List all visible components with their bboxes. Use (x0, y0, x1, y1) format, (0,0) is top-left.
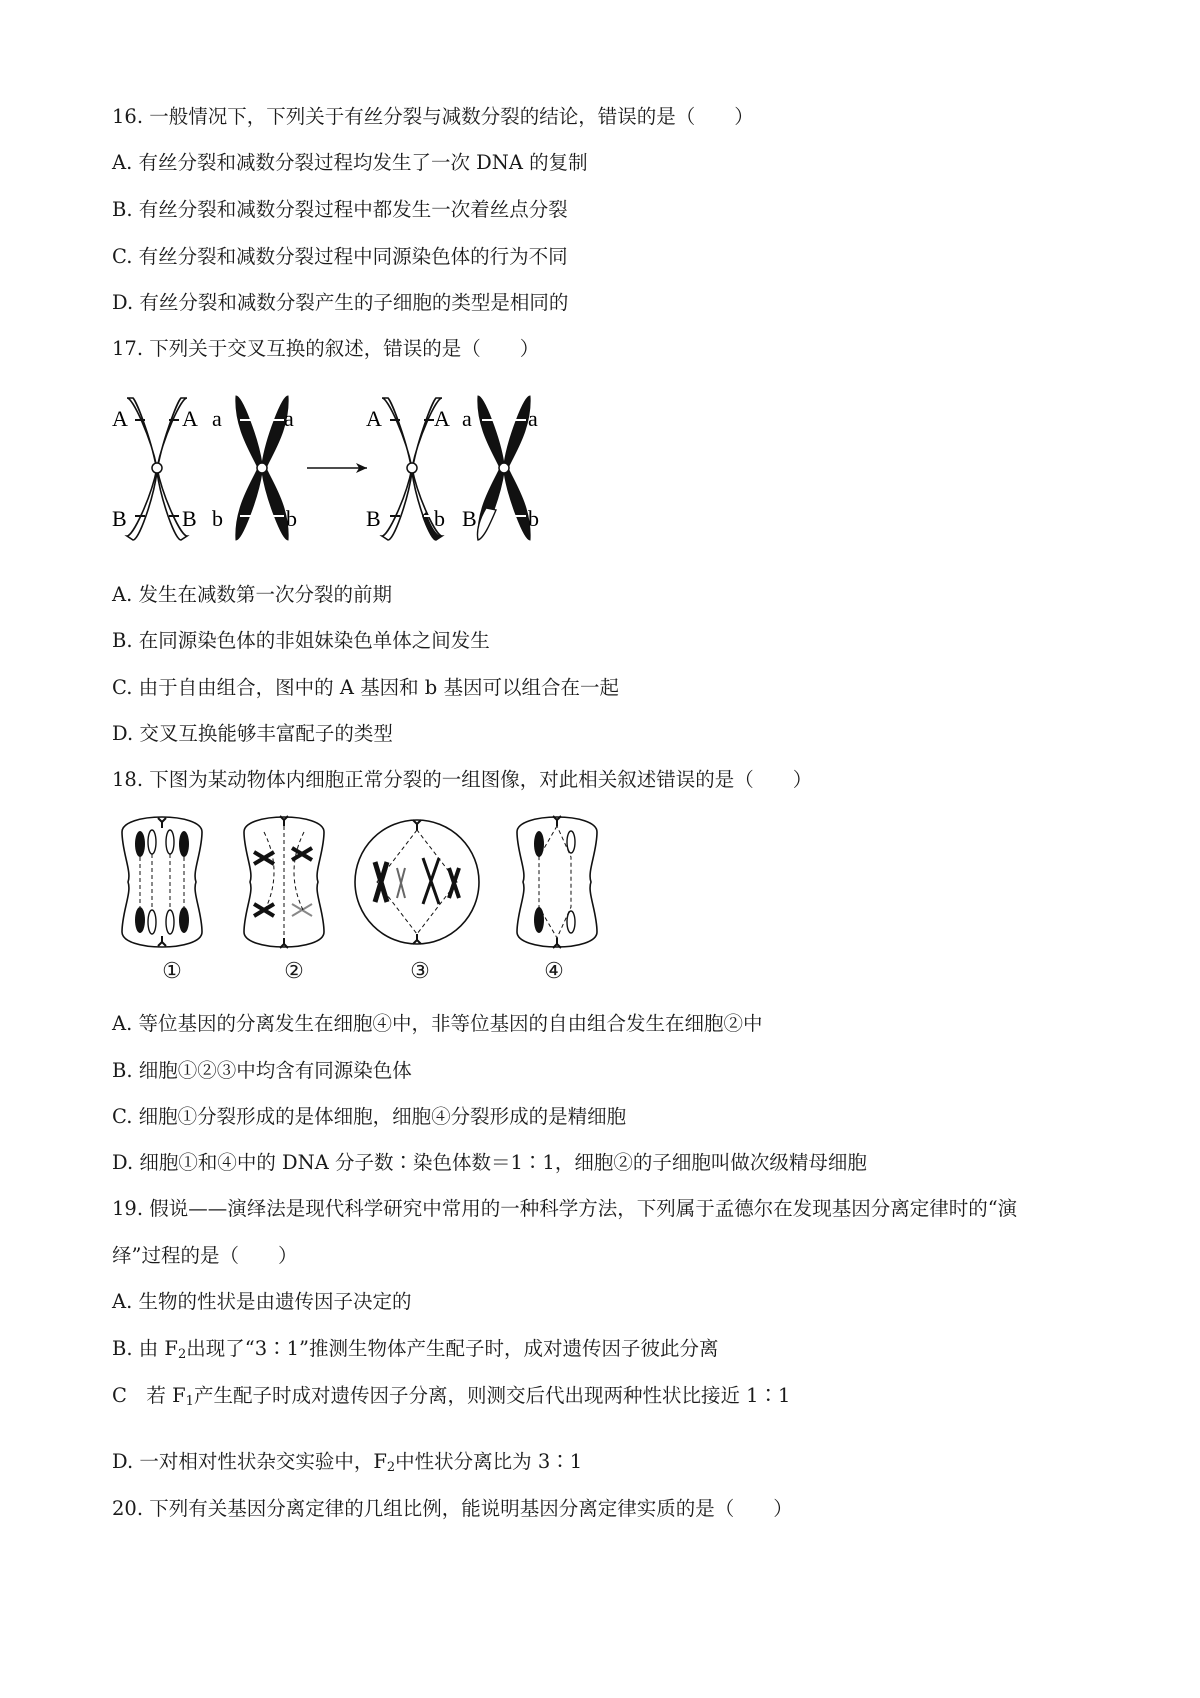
q17-stem: 17. 下列关于交叉互换的叙述，错误的是（ ） (112, 337, 540, 360)
q19-c-post: 产生配子时成对遗传因子分离，则测交后代出现两种性状比接近 1∶1 (193, 1384, 791, 1407)
q16-option-c: C. 有丝分裂和减数分裂过程中同源染色体的行为不同 (112, 245, 568, 268)
gene-a-lower-right: a (284, 406, 294, 431)
q19-d-pre: D. 一对相对性状杂交实验中，F (112, 1450, 387, 1473)
q19-stem-line-1: 19. 假说——演绎法是现代科学研究中常用的一种科学方法，下列属于孟德尔在发现基因分离定律时的“演 (112, 1197, 1018, 1220)
white-chromosome-left (127, 398, 187, 540)
q17-option-a: A. 发生在减数第一次分裂的前期 (112, 583, 392, 606)
q18-option-d: D. 细胞①和④中的 DNA 分子数∶染色体数＝1∶1，细胞②的子细胞叫做次级精母细胞 (112, 1151, 867, 1174)
white-chromosome-right (382, 398, 442, 540)
black-chromosome-right (477, 396, 530, 540)
q19-c-pre: C 若 F (112, 1384, 186, 1407)
gene-b-right-1: B (366, 506, 381, 531)
q19-option-b (112, 1336, 719, 1362)
gene-a-right-4: a (528, 406, 538, 431)
q19-option-a: A. 生物的性状是由遗传因子决定的 (112, 1290, 412, 1313)
q17-crossover-figure (112, 388, 592, 548)
q17-option-c: C. 由于自由组合，图中的 A 基因和 b 基因可以组合在一起 (112, 676, 619, 699)
gene-b-lower-right: b (286, 506, 297, 531)
q18-stem: 18. 下图为某动物体内细胞正常分裂的一组图像，对此相关叙述错误的是（ ） (112, 768, 813, 791)
gene-a-lower-left: a (212, 406, 222, 431)
q19-b-pre: B. 由 F (112, 1337, 178, 1360)
q16-option-a: A. 有丝分裂和减数分裂过程均发生了一次 DNA 的复制 (112, 151, 588, 174)
gene-b-upper-right: B (182, 506, 197, 531)
q19-stem-line-2: 绎”过程的是（ ） (112, 1244, 298, 1267)
gene-a-upper-right: A (182, 406, 198, 431)
q19-c-sub: 1 (185, 1394, 194, 1409)
cell-2 (244, 816, 324, 948)
q19-d-sub: 2 (386, 1460, 396, 1475)
cell-label-1: ① (162, 959, 182, 984)
cell-4 (517, 816, 597, 948)
cell-label-3: ③ (410, 959, 430, 984)
q20-stem: 20. 下列有关基因分离定律的几组比例，能说明基因分离定律实质的是（ ） (112, 1497, 793, 1520)
cell-1 (122, 817, 202, 947)
gene-a-right-3: a (462, 406, 472, 431)
gene-b-lower-left: b (212, 506, 223, 531)
q16-option-d: D. 有丝分裂和减数分裂产生的子细胞的类型是相同的 (112, 291, 569, 314)
arrow-icon (307, 463, 367, 473)
q16-option-b: B. 有丝分裂和减数分裂过程中都发生一次着丝点分裂 (112, 198, 568, 221)
gene-a-right-1: A (366, 406, 382, 431)
gene-b-right-3: B (462, 506, 477, 531)
q19-b-post: 出现了“3∶1”推测生物体产生配子时，成对遗传因子彼此分离 (186, 1337, 719, 1360)
q18-option-c: C. 细胞①分裂形成的是体细胞，细胞④分裂形成的是精细胞 (112, 1105, 627, 1128)
q18-option-b: B. 细胞①②③中均含有同源染色体 (112, 1059, 412, 1082)
gene-b-right-4: b (528, 506, 539, 531)
q17-option-b: B. 在同源染色体的非姐妹染色单体之间发生 (112, 629, 490, 652)
q18-option-a: A. 等位基因的分离发生在细胞④中，非等位基因的自由组合发生在细胞②中 (112, 1012, 763, 1035)
q19-option-c (112, 1383, 790, 1409)
q19-b-sub: 2 (177, 1347, 187, 1362)
gene-b-upper-left: B (112, 506, 127, 531)
q17-option-d: D. 交叉互换能够丰富配子的类型 (112, 722, 393, 745)
black-chromosome-left (236, 396, 288, 540)
gene-a-right-2: A (434, 406, 450, 431)
cell-3 (355, 820, 479, 944)
q19-d-post: 中性状分离比为 3∶1 (395, 1450, 583, 1473)
gene-a-upper-left: A (112, 406, 128, 431)
q18-cell-figure (112, 812, 672, 952)
q16-stem: 16. 一般情况下，下列关于有丝分裂与减数分裂的结论，错误的是（ ） (112, 105, 754, 128)
gene-b-right-2: b (434, 506, 445, 531)
cell-label-4: ④ (544, 959, 564, 984)
cell-label-2: ② (284, 959, 304, 984)
q19-option-d (112, 1449, 582, 1475)
